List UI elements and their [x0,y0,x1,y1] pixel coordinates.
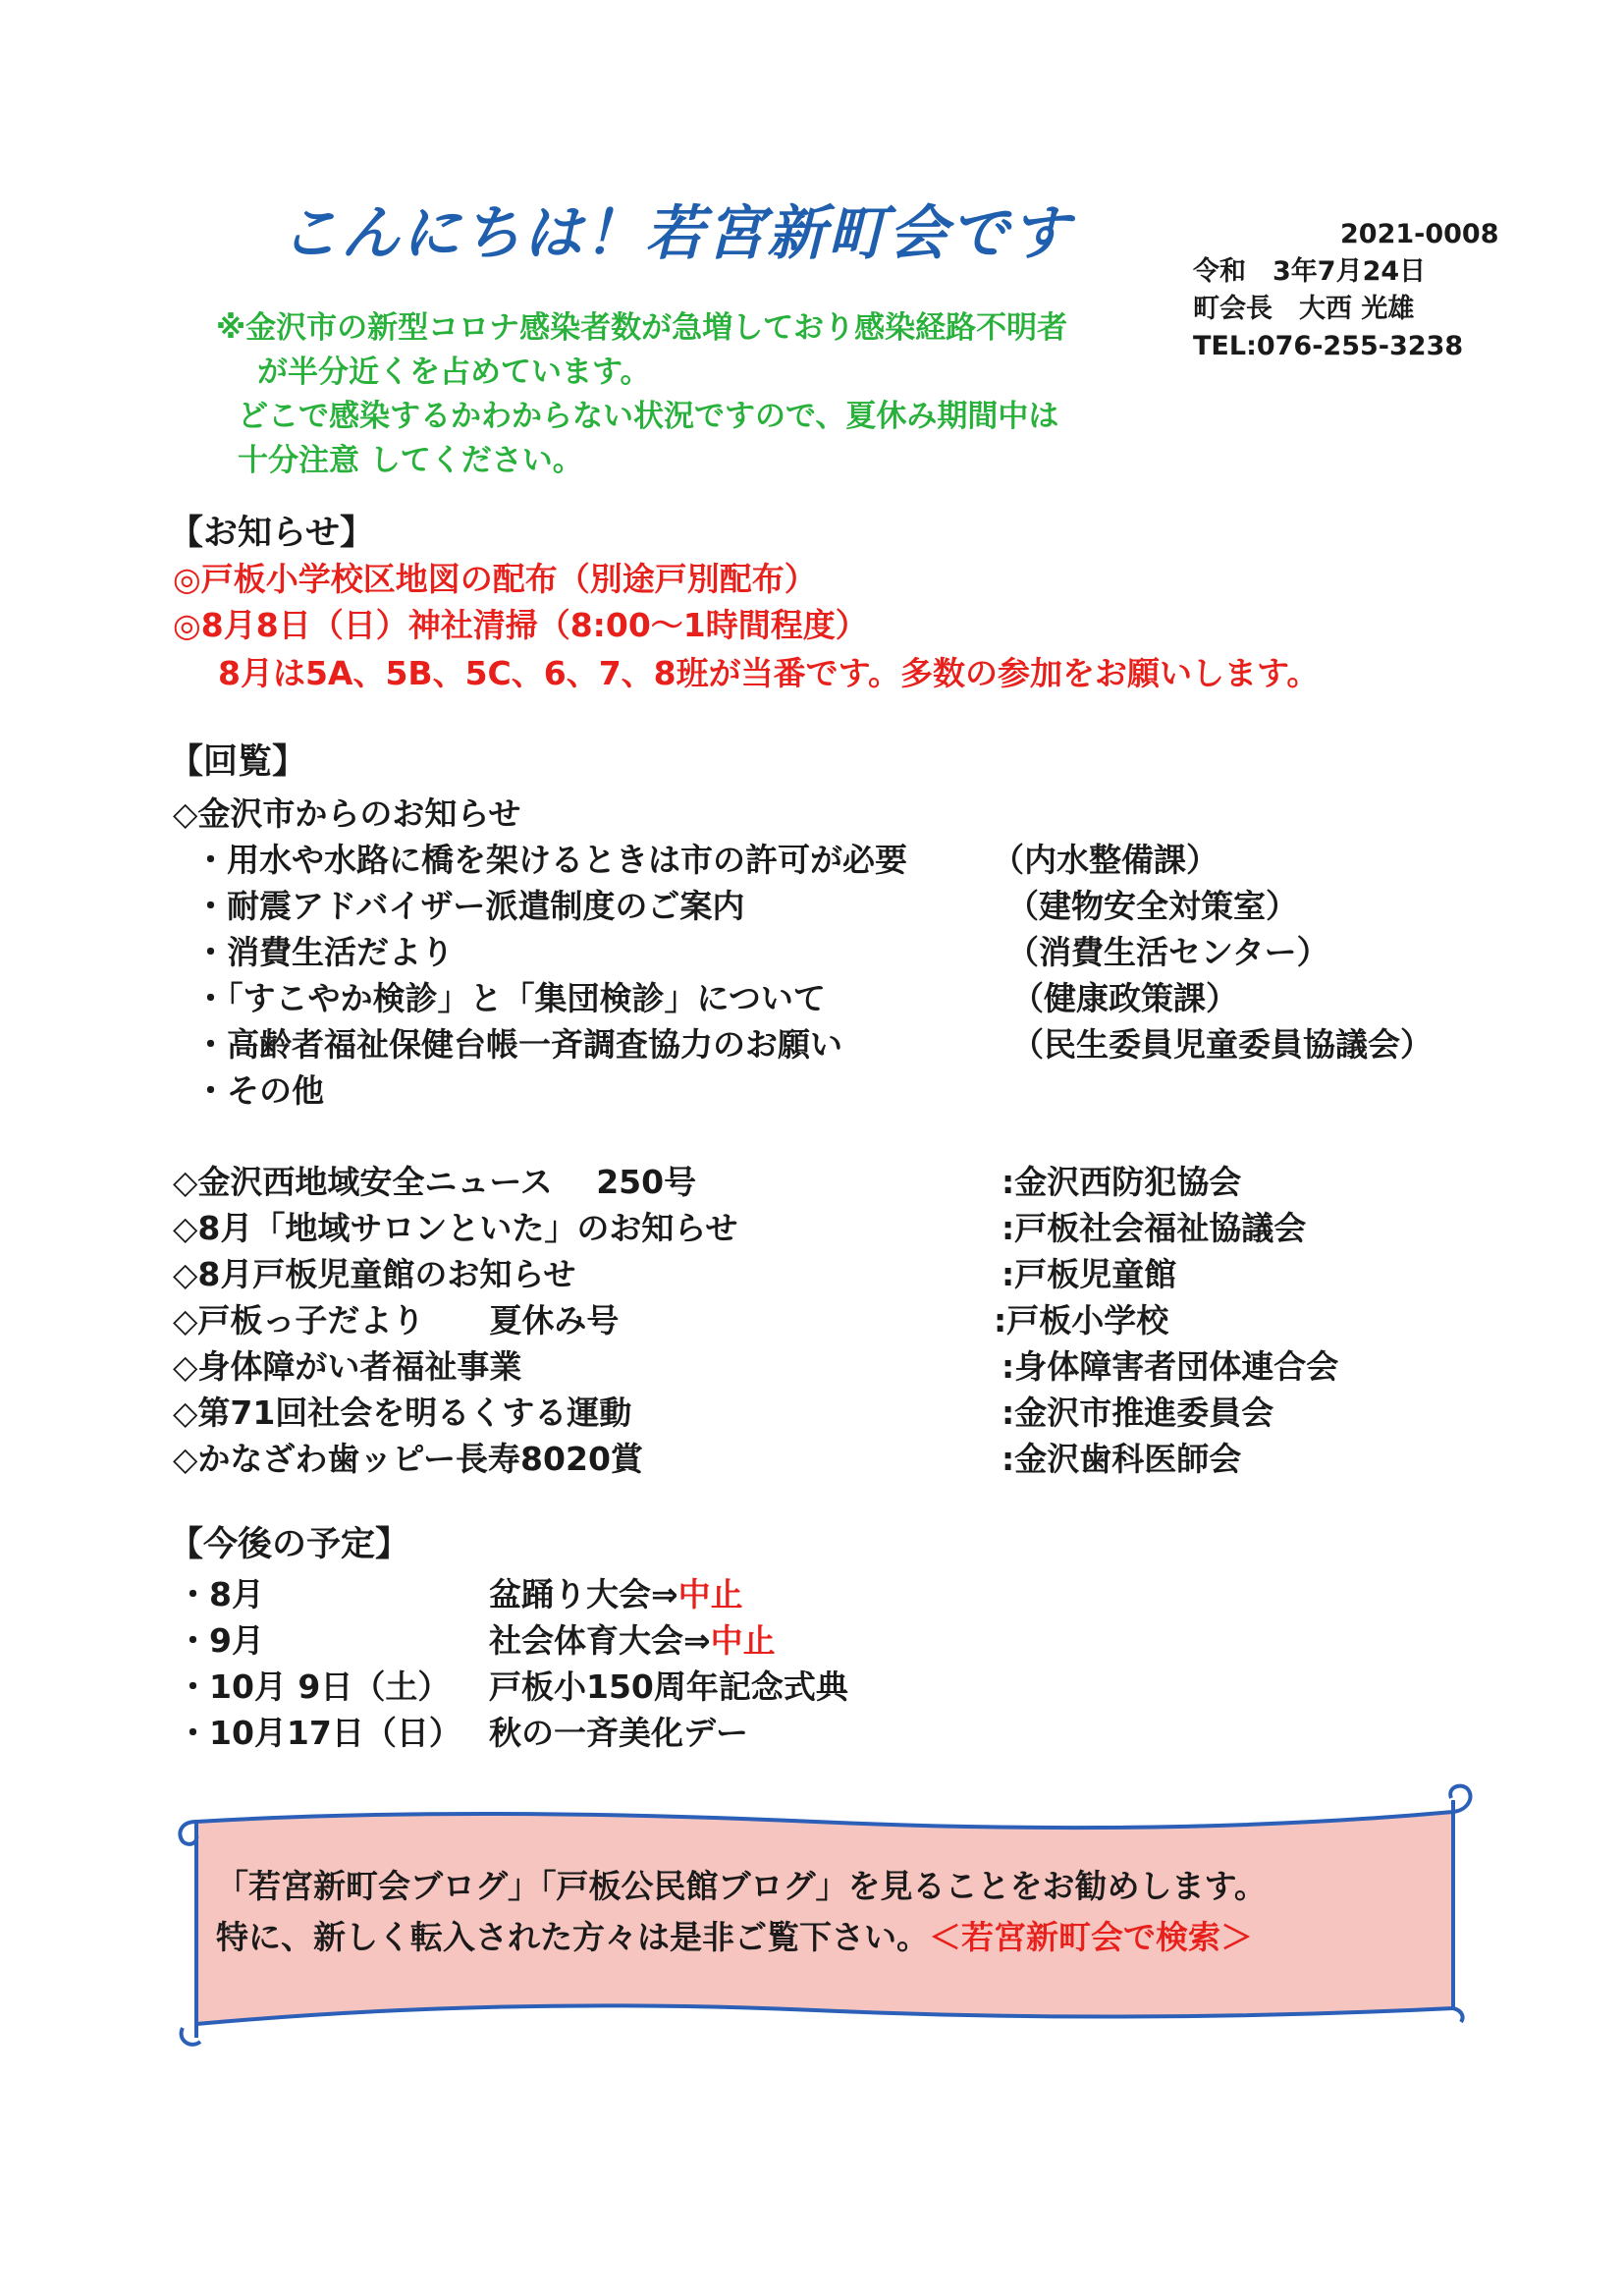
city-item-text: ・消費生活だより [194,933,454,971]
blog-banner-text [216,1861,1267,1963]
city-item-dept: （内水整備課） [992,841,1218,879]
schedule-heading: 【今後の予定】 [169,1525,410,1564]
city-item-text: ・「すこやか検診」と「集団検診」について [194,979,826,1017]
kairan-item-text: ◇かなざわ歯ッピー長寿8020賞 [173,1440,643,1478]
city-item-dept: （建物安全対策室） [1006,887,1298,925]
schedule-event: 戸板小150周年記念式典 [489,1667,848,1706]
city-item-dept: （健康政策課） [1011,979,1238,1017]
covid-notice-line: 十分注意 してください。 [238,443,583,478]
covid-notice-line: が半分近くを占めています。 [257,355,651,390]
search-hint: ＜若宮新町会で検索＞ [929,1918,1253,1956]
city-item-text: ・耐震アドバイザー派遣制度のご案内 [194,887,745,925]
kairan-item-source: :戸板小学校 [994,1301,1169,1339]
kairan-city-heading: ◇金沢市からのお知らせ [173,794,521,833]
oshirase-item-cleaning: ◎8月8日（日）神社清掃（8:00～1時間程度） [173,606,868,644]
kairan-item-source: :金沢市推進委員会 [1001,1394,1274,1432]
banner-line [216,1912,1267,1963]
schedule-date: ・10月17日（日） [177,1714,461,1752]
kairan-item-text: ◇身体障がい者福祉事業 [173,1347,522,1386]
schedule-event-name: 社会体育大会⇒ [489,1621,711,1660]
city-item-dept: （民生委員児童委員協議会） [1011,1025,1433,1064]
oshirase-item-map: ◎戸板小学校区地図の配布（別途戸別配布） [173,560,817,598]
kairan-heading: 【回覧】 [169,742,307,782]
schedule-event: 秋の一斉美化デー [489,1714,748,1752]
kairan-item-source: :金沢歯科医師会 [1001,1440,1242,1478]
chairman-name: 町会長 大西 光雄 [1193,294,1415,324]
city-item-dept: （消費生活センター） [1006,933,1329,971]
city-item-text: ・その他 [194,1071,324,1110]
banner-line-text: 特に、新しく転入された方々は是非ご覧下さい。 [216,1918,929,1956]
page-title: こんにちは！若宮新町会です [280,199,1071,268]
schedule-date: ・9月 [177,1621,264,1660]
covid-notice [216,306,1067,483]
city-item-text: ・用水や水路に橋を架けるときは市の許可が必要 [194,841,907,879]
kairan-item-source: :身体障害者団体連合会 [1001,1347,1339,1386]
schedule-status: 中止 [677,1575,743,1613]
kairan-item-text: ◇8月「地域サロンといた」のお知らせ [173,1209,738,1247]
schedule-date: ・10月 9日（土） [177,1667,451,1706]
oshirase-heading: 【お知らせ】 [169,514,374,553]
schedule-date: ・8月 [177,1575,264,1613]
telephone: TEL:076-255-3238 [1193,331,1464,361]
city-item-text: ・高齢者福祉保健台帳一斉調査協力のお願い [194,1025,842,1064]
kairan-item-source: :戸板社会福祉協議会 [1001,1209,1307,1247]
covid-notice-line: どこで感染するかわからない状況ですので、夏休み期間中は [238,399,1059,434]
kairan-item-source: :金沢西防犯協会 [1001,1163,1242,1201]
schedule-event [489,1615,776,1662]
document-number: 2021-0008 [1340,219,1499,249]
oshirase-cleaning-detail: 8月は5A、5B、5C、6、7、8班が当番です。多数の参加をお願いします。 [218,654,1320,692]
kairan-item-text: ◇8月戸板児童館のお知らせ [173,1255,576,1293]
kairan-item-source: :戸板児童館 [1001,1255,1177,1293]
document-date: 令和 3年7月24日 [1193,256,1427,287]
schedule-status: 中止 [710,1621,776,1660]
schedule-event [489,1569,743,1615]
document-info [1193,216,1499,365]
kairan-item-text: ◇金沢西地域安全ニュース 250号 [173,1163,697,1201]
kairan-item-text: ◇戸板っ子だより 夏休み号 [173,1301,620,1339]
banner-line: 「若宮新町会ブログ」「戸板公民館ブログ」を見ることをお勧めします。 [216,1867,1267,1905]
schedule-event-name: 盆踊り大会⇒ [489,1575,678,1613]
kairan-item-text: ◇第71回社会を明るくする運動 [173,1394,632,1432]
covid-notice-line: ※金沢市の新型コロナ感染者数が急増しており感染経路不明者 [216,310,1068,346]
